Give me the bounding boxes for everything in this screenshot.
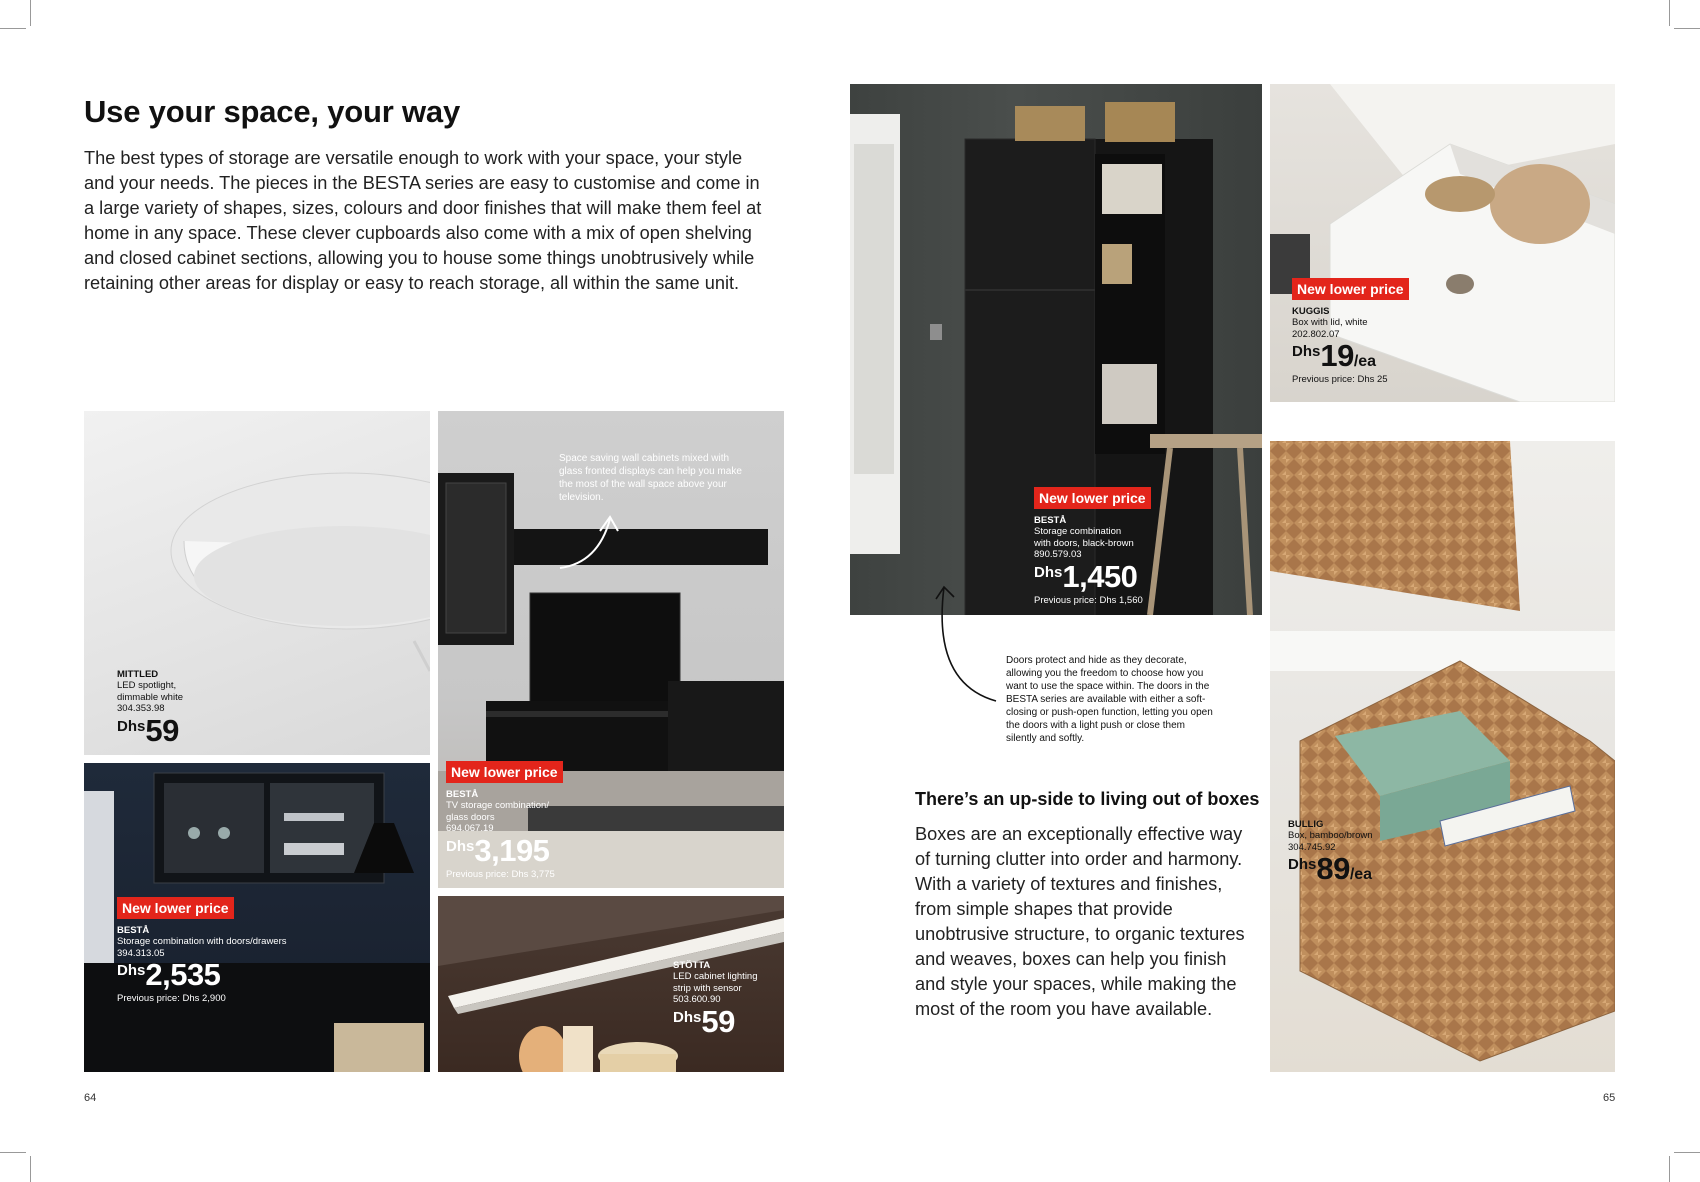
crop-mark — [0, 28, 26, 29]
bullig-label — [1288, 819, 1373, 884]
article-number: 503.600.90 — [673, 994, 721, 1005]
price — [117, 959, 287, 990]
product-name: BESTÅ — [446, 789, 479, 800]
article-number: 202.802.07 — [1292, 328, 1340, 340]
besta-black-label — [1034, 487, 1151, 606]
article-number: 394.313.05 — [117, 947, 165, 959]
previous-price: Previous price: Dhs 1,560 — [1034, 594, 1143, 606]
kuggis-label — [1292, 278, 1409, 385]
new-lower-price-badge: New lower price — [1034, 487, 1151, 509]
page-title: Use your space, your way — [84, 94, 460, 129]
product-desc: Box with lid, white — [1292, 317, 1368, 328]
besta-doors-label — [117, 897, 287, 1004]
product-desc: Storage combination with doors/drawers — [117, 936, 287, 947]
crop-mark — [1674, 1152, 1700, 1153]
price-amount: 89 — [1316, 851, 1350, 886]
product-name: MITTLED — [117, 669, 159, 680]
new-lower-price-badge: New lower price — [1292, 278, 1409, 300]
price-unit: /ea — [1349, 866, 1373, 883]
intro-paragraph: The best types of storage are versatile enough to work with your space, your style and your needs. The pieces in the BESTA series are easy to customise and come in a large variety of shapes, sizes, colours and door finishes that will make them feel at home in any space. These clever cupboards also come with a mix of open shelving and closed cabinet sections, allowing you to house some things unobtrusively while retaining other areas for display or easy to reach storage, all within the same unit. — [84, 148, 762, 293]
currency: Dhs — [117, 962, 146, 979]
new-lower-price-badge: New lower price — [117, 897, 234, 919]
product-name: BESTÅ — [1034, 515, 1067, 526]
product-name: STÖTTA — [673, 960, 711, 971]
currency: Dhs — [1288, 856, 1317, 873]
product-desc: TV storage combination/ — [446, 800, 549, 811]
besta-black-photo[interactable] — [850, 84, 1262, 615]
product-desc: glass doors — [446, 811, 495, 823]
price-amount: 19 — [1320, 338, 1354, 373]
product-desc: Storage combination — [1034, 526, 1122, 537]
price — [673, 1003, 758, 1039]
previous-price: Previous price: Dhs 2,900 — [117, 993, 226, 1004]
crop-mark — [1674, 28, 1700, 29]
product-desc: Box, bamboo/brown — [1288, 830, 1373, 841]
article-number: 304.745.92 — [1288, 841, 1336, 853]
price-amount: 59 — [145, 712, 179, 748]
page-number-right: 65 — [1603, 1092, 1616, 1104]
wall-cabinet-note: Space saving wall cabinets mixed with glass fronted displays can help you make the most of the wall space above your television. — [559, 453, 742, 503]
price-amount: 2,535 — [145, 957, 221, 992]
besta-doors-photo[interactable] — [84, 763, 430, 1072]
previous-price: Previous price: Dhs 25 — [1292, 374, 1388, 385]
currency: Dhs — [446, 837, 475, 855]
price — [446, 832, 563, 868]
crop-mark — [0, 1152, 26, 1153]
price — [117, 712, 183, 748]
price-amount: 59 — [701, 1003, 735, 1039]
price-amount: 3,195 — [474, 832, 550, 868]
currency: Dhs — [117, 717, 146, 735]
crop-mark — [1669, 1156, 1670, 1182]
currency: Dhs — [1034, 563, 1063, 581]
price — [1288, 853, 1373, 884]
crop-mark — [30, 0, 31, 26]
crop-mark — [30, 1156, 31, 1182]
previous-price: Previous price: Dhs 3,775 — [446, 868, 555, 880]
doors-note: Doors protect and hide as they decorate, allowing you the freedom to choose how you want to use the space within. The doors in the BESTA series are available with either a soft-closing or push-open function, letting you open the doors with a light push or close them silently and softly. — [1006, 655, 1213, 744]
boxes-subheading: There’s an up-side to living out of boxes — [915, 789, 1260, 809]
price — [1034, 558, 1151, 594]
mittled-label — [117, 669, 183, 746]
product-desc: LED spotlight, — [117, 680, 177, 691]
page-number-left: 64 — [84, 1092, 97, 1104]
bamboo-box-illustration — [1270, 411, 1615, 1072]
article-number: 890.579.03 — [1034, 549, 1082, 560]
price — [1292, 340, 1409, 371]
product-desc: dimmable white — [117, 691, 183, 703]
product-desc: with doors, black-brown — [1034, 537, 1134, 549]
besta-tv-photo[interactable] — [438, 411, 784, 888]
price-amount: 1,450 — [1062, 558, 1138, 594]
new-lower-price-badge: New lower price — [446, 761, 563, 783]
price-unit: /ea — [1353, 353, 1377, 370]
article-number: 304.353.98 — [117, 703, 165, 714]
mittled-photo[interactable] — [84, 411, 430, 755]
currency: Dhs — [673, 1008, 702, 1026]
boxes-paragraph: Boxes are an exceptionally effective way of turning clutter into order and harmony. With a variety of textures and finishes, from simple shapes that provide unobtrusive structure, to organic textures and weaves, boxes can help you finish and style your spaces, while making the most of the room you have available. — [915, 824, 1245, 1019]
bullig-photo[interactable] — [1270, 411, 1615, 1072]
product-name: KUGGIS — [1292, 306, 1330, 317]
product-name: BULLIG — [1288, 819, 1324, 830]
stotta-label — [673, 960, 758, 1037]
product-desc: LED cabinet lighting — [673, 971, 758, 982]
stotta-photo[interactable] — [438, 896, 784, 1072]
article-number: 694.067.19 — [446, 823, 494, 834]
pointer-arrow — [930, 583, 1010, 708]
kuggis-photo[interactable] — [1270, 84, 1615, 402]
besta-tv-label — [446, 761, 563, 880]
currency: Dhs — [1292, 343, 1321, 360]
crop-mark — [1669, 0, 1670, 26]
product-desc: strip with sensor — [673, 982, 742, 994]
product-name: BESTÅ — [117, 925, 150, 936]
